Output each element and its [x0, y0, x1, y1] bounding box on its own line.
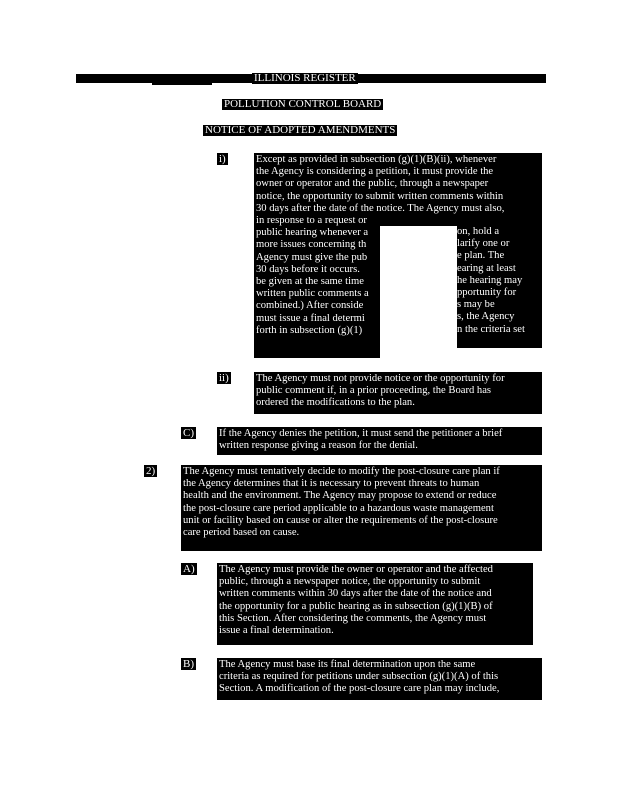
item-A-line: issue a final determination. — [219, 625, 334, 637]
item-i-line: Agency must give the pub — [256, 251, 368, 263]
item-B-text — [217, 658, 542, 700]
item-2-line: the post-closure care period applicable to a hazardous waste management — [183, 502, 494, 514]
item-ii-line: ordered the modifications to the plan. — [256, 397, 415, 409]
item-i-line: the Agency is considering a petition, it must provide the — [256, 166, 494, 178]
item-2-text — [181, 465, 542, 551]
item-i-line: must issue a final determi — [256, 312, 365, 324]
item-B-line: Section. A modification of the post-closure care plan may include, — [219, 683, 500, 695]
item-i-fragment: larify one or — [457, 238, 510, 250]
item-2-line: the Agency determines that it is necessary to prevent threats to human — [183, 478, 480, 490]
item-2-line: health and the environment. The Agency may propose to extend or reduce — [183, 490, 497, 502]
item-i-line: be given at the same time — [256, 276, 364, 288]
item-A-line: the opportunity for a public hearing as in subsection (g)(1)(B) of — [219, 600, 493, 612]
item-i-line: Except as provided in subsection (g)(1)(B)(ii), whenever — [256, 154, 497, 165]
board-title: POLLUTION CONTROL BOARD — [224, 98, 382, 110]
item-i-right-column — [457, 226, 542, 348]
item-i-fragment: e plan. The — [457, 250, 505, 262]
item-2-line: care period based on cause. — [183, 527, 300, 539]
item-ii-text — [254, 372, 542, 414]
item-A-line: public, through a newspaper notice, the opportunity to submit — [219, 576, 481, 588]
item-i-line: 30 days after the date of the notice. The Agency must also, — [256, 202, 505, 214]
item-i-line: notice, the opportunity to submit written comments within — [256, 190, 504, 202]
item-A-text — [217, 563, 533, 645]
redaction-hole — [380, 226, 457, 358]
item-i-fragment: n the criteria set — [457, 323, 525, 335]
item-ii-line: The Agency must not provide notice or the opportunity for — [256, 373, 505, 384]
item-B-label: B) — [183, 658, 194, 670]
item-2-line: unit or facility based on cause or alter the requirements of the post-closure — [183, 514, 498, 526]
item-2-line: The Agency must tentatively decide to modify the post-closure care plan if — [183, 466, 500, 477]
item-i-line: in response to a request or — [256, 215, 367, 227]
item-i-line: public hearing whenever a — [256, 227, 369, 239]
item-A-line: written comments within 30 days after the date of the notice and — [219, 588, 492, 600]
item-C-line: written response giving a reason for the denial. — [219, 440, 418, 452]
item-A-line: this Section. After considering the comments, the Agency must — [219, 612, 487, 624]
item-i-line: forth in subsection (g)(1) — [256, 324, 363, 336]
item-2-label: 2) — [146, 465, 156, 477]
item-i-label: i) — [219, 153, 226, 165]
notice-title: NOTICE OF ADOPTED AMENDMENTS — [205, 124, 396, 136]
redaction-hole-corner — [457, 348, 542, 358]
item-ii-line: public comment if, in a prior proceeding, the Board has — [256, 385, 492, 397]
header-rule-tail — [152, 83, 212, 85]
item-A-label: A) — [183, 563, 195, 575]
item-i-fragment: on, hold a — [457, 226, 500, 237]
item-B-line: criteria as required for petitions under subsection (g)(1)(A) of this — [219, 671, 499, 683]
item-C-line: If the Agency denies the petition, it must send the petitioner a brief — [219, 428, 503, 439]
item-i-line: 30 days before it occurs. — [256, 263, 360, 275]
item-C-text — [217, 427, 542, 455]
item-i-fragment: pportunity for — [457, 287, 517, 299]
item-i-line: owner or operator and the public, through a newspaper — [256, 178, 489, 190]
item-i-fragment: s may be — [457, 299, 495, 311]
item-i-fragment: s, the Agency — [457, 311, 515, 323]
item-i-line: more issues concerning th — [256, 239, 367, 251]
item-i-line: written public comments a — [256, 288, 369, 300]
item-i-fragment: earing at least — [457, 262, 516, 274]
item-i-fragment: he hearing may — [457, 274, 523, 286]
item-ii-label: ii) — [219, 372, 229, 384]
item-A-line: The Agency must provide the owner or operator and the affected — [219, 564, 493, 575]
item-i-line: combined.) After conside — [256, 300, 364, 312]
register-title: ILLINOIS REGISTER — [254, 72, 356, 84]
item-C-label: C) — [183, 427, 194, 439]
item-B-line: The Agency must base its final determination upon the same — [219, 659, 476, 670]
